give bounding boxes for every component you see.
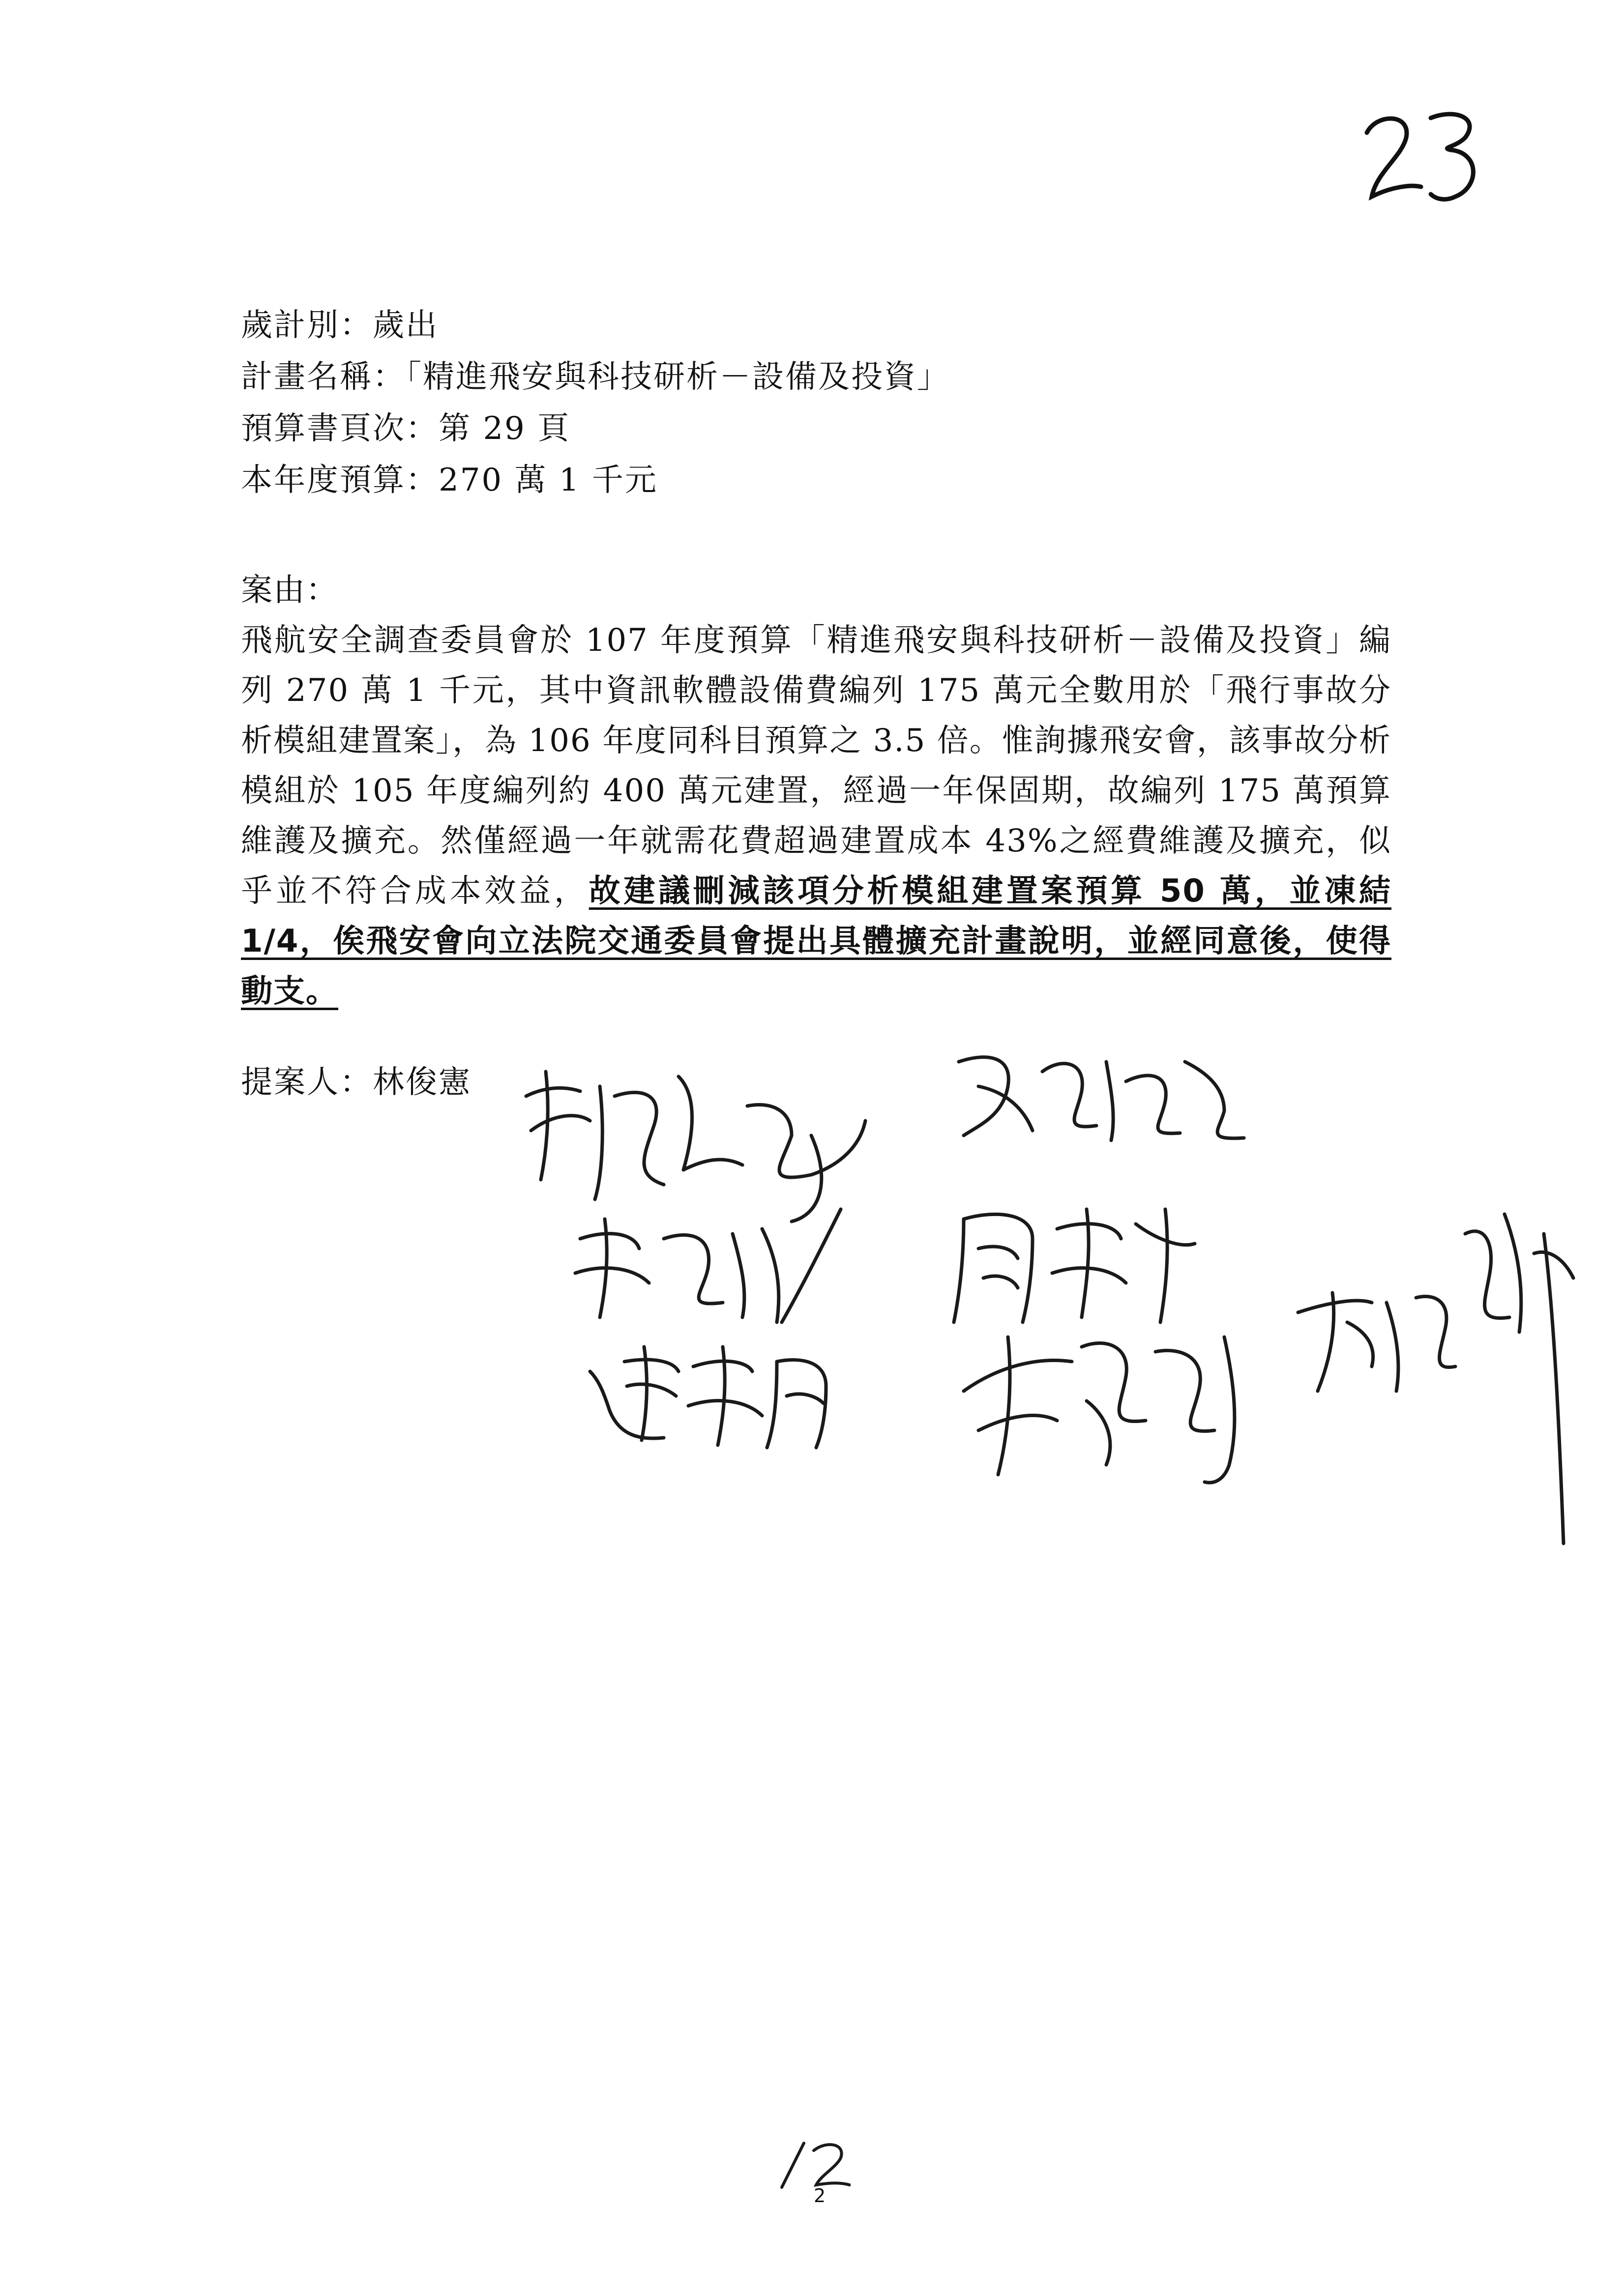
signature-zhou: [949, 1199, 1205, 1327]
signature-li: [565, 1209, 851, 1327]
proposer-line: 提案人：林俊憲: [241, 1064, 472, 1101]
plan-name: 計畫名稱：「精進飛安與科技研析－設備及投資」: [241, 359, 950, 395]
page-number: 2: [814, 2185, 826, 2207]
budget-book-page: 預算書頁次：第 29 頁: [241, 410, 571, 447]
bottom-handwritten-mark: [767, 2138, 851, 2197]
handwritten-page-mark: [1357, 98, 1485, 211]
signature-he: [1288, 1204, 1583, 1548]
signature-su: [959, 1317, 1254, 1484]
annual-budget: 本年度預算：270 萬 1 千元: [241, 462, 658, 498]
case-reason-label: 案由：: [241, 572, 338, 609]
case-reason-plain: 飛航安全調查委員會於 107 年度預算「精進飛安與科技研析－設備及投資」編列 270 萬 1 千元，其中資訊軟體設備費編列 175 萬元全數用於「飛行事故分析模組建置案」，為 106 年度同科目預算之 3.5 倍。惟詢據飛安會，該事故分析模組於 105 年度編列約 400 萬元建置，經過一年保固期，故編列 175 萬預算維護及擴充。然僅經過一年就需花費超過建置成本 43%之經費維護及擴充，似乎並不符合成本效益，: [241, 622, 1391, 909]
signature-lin: [516, 1057, 870, 1224]
case-reason-recommendation: 故建議刪減該項分析模組建置案預算 50 萬，並凍結 1/4，俟飛安會向立法院交通委員會提出具體擴充計畫說明，並經同意後，使得動支。: [241, 873, 1392, 1010]
budget-category: 歲計別：歲出: [241, 307, 439, 344]
case-reason-text: [241, 615, 1391, 1017]
signature-rao: [949, 1042, 1254, 1150]
signature-chen: [580, 1342, 836, 1450]
budget-header: [241, 300, 1421, 506]
case-reason-section: [241, 565, 1391, 1017]
